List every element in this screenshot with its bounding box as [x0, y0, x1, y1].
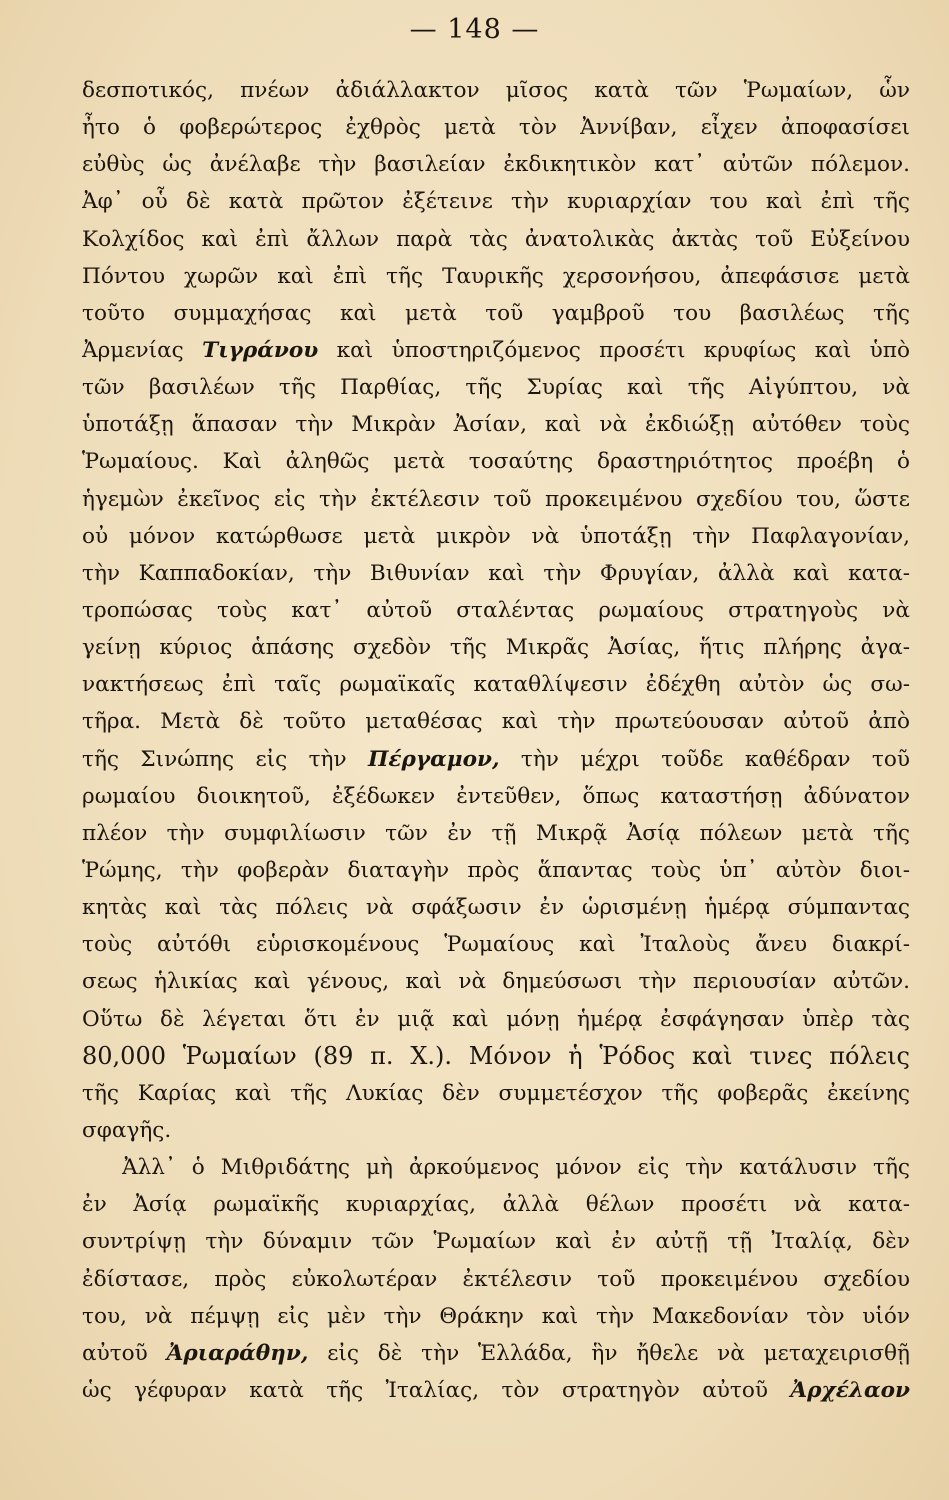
italic-name: Ἀρχέλαον	[790, 1377, 910, 1403]
body-text	[82, 72, 910, 1409]
text-segment: αὐτοῦ	[82, 1340, 167, 1366]
text-line: Ἀφ᾽ οὗ δὲ κατὰ πρῶτον ἐξέτεινε τὴν κυριαρχίαν του καὶ ἐπὶ τῆς	[82, 189, 910, 215]
text-segment: Ἀρμενίας	[82, 337, 203, 363]
text-segment: τὴν μέχρι τοῦδε καθέδραν τοῦ	[499, 746, 910, 772]
text-line: ὑποτάξῃ ἅπασαν τὴν Μικρὰν Ἀσίαν, καὶ νὰ ἐκδιώξῃ αὐτόθεν τοὺς	[82, 412, 910, 438]
italic-name: Τιγράνου	[202, 337, 319, 363]
text-line: 80,000 Ῥωμαίων (89 π. Χ.). Μόνον ἡ Ῥόδος καὶ τινες πόλεις	[82, 1041, 910, 1070]
text-line	[82, 332, 910, 369]
text-line: ἦτο ὁ φοβερώτερος ἐχθρὸς μετὰ τὸν Ἀννίβαν, εἶχεν ἀποφασίσει	[82, 115, 910, 141]
text-segment: καὶ ὑποστηριζόμενος προσέτι κρυφίως καὶ ὑπὸ	[318, 337, 910, 363]
text-line	[82, 1335, 910, 1372]
text-line: οὐ μόνον κατώρθωσε μετὰ μικρὸν νὰ ὑποτάξῃ τὴν Παφλαγονίαν,	[82, 523, 910, 549]
text-line: κητὰς καὶ τὰς πόλεις νὰ σφάξωσιν ἐν ὡρισμένῃ ἡμέρᾳ σύμπαντας	[82, 895, 910, 921]
text-line: τὴν Καππαδοκίαν, τὴν Βιθυνίαν καὶ τὴν Φρυγίαν, ἀλλὰ καὶ κατα-	[82, 560, 910, 586]
text-line: Ῥώμης, τὴν φοβερὰν διαταγὴν πρὸς ἅπαντας τοὺς ὑπ᾽ αὐτὸν διοι-	[82, 857, 910, 883]
text-line: Οὕτω δὲ λέγεται ὅτι ἐν μιᾷ καὶ μόνῃ ἡμέρᾳ ἐσφάγησαν ὑπὲρ τὰς	[82, 1006, 910, 1032]
text-line: τοῦτο συμμαχήσας καὶ μετὰ τοῦ γαμβροῦ του βασιλέως τῆς	[82, 300, 910, 326]
page-number: — 148 —	[409, 14, 540, 45]
text-line: τῶν βασιλέων τῆς Παρθίας, τῆς Συρίας καὶ τῆς Αἰγύπτου, νὰ	[82, 375, 910, 401]
text-line: Κολχίδος καὶ ἐπὶ ἄλλων παρὰ τὰς ἀνατολικὰς ἀκτὰς τοῦ Εὐξείνου	[82, 226, 910, 252]
text-line: εὐθὺς ὡς ἀνέλαβε τὴν βασιλείαν ἐκδικητικὸν κατ᾽ αὐτῶν πόλεμον.	[82, 152, 910, 178]
text-segment: τῆς Σινώπης εἰς τὴν	[82, 746, 369, 772]
text-segment: ὡς γέφυραν κατὰ τῆς Ἰταλίας, τὸν στρατηγὸν αὐτοῦ	[82, 1377, 791, 1403]
text-line: τοὺς αὐτόθι εὑρισκομένους Ῥωμαίους καὶ Ἰταλοὺς ἄνευ διακρί-	[82, 932, 910, 958]
text-line: τῆς Καρίας καὶ τῆς Λυκίας δὲν συμμετέσχον τῆς φοβερᾶς ἐκείνης	[82, 1080, 910, 1106]
text-line: τροπώσας τοὺς κατ᾽ αὐτοῦ σταλέντας ρωμαίους στρατηγοὺς νὰ	[82, 597, 910, 623]
text-line: Πόντου χωρῶν καὶ ἐπὶ τῆς Ταυρικῆς χερσονήσου, ἀπεφάσισε μετὰ	[82, 263, 910, 289]
text-line: του, νὰ πέμψῃ εἰς μὲν τὴν Θράκην καὶ τὴν Μακεδονίαν τὸν υἱόν	[82, 1303, 910, 1329]
text-line: ἐν Ἀσίᾳ ρωμαϊκῆς κυριαρχίας, ἀλλὰ θέλων προσέτι νὰ κατα-	[82, 1192, 910, 1218]
text-line: πλέον τὴν συμφιλίωσιν τῶν ἐν τῇ Μικρᾷ Ἀσίᾳ πόλεων μετὰ τῆς	[82, 820, 910, 846]
text-line	[82, 1372, 910, 1409]
text-line: σφαγῆς.	[82, 1117, 172, 1143]
text-line: Ῥωμαίους. Καὶ ἀληθῶς μετὰ τοσαύτης δραστηριότητος προέβη ὁ	[82, 449, 910, 475]
text-line: γείνῃ κύριος ἁπάσης σχεδὸν τῆς Μικρᾶς Ἀσίας, ἥτις πλήρης ἀγα-	[82, 635, 910, 661]
text-line: συντρίψῃ τὴν δύναμιν τῶν Ῥωμαίων καὶ ἐν αὐτῇ τῇ Ἰταλίᾳ, δὲν	[82, 1229, 910, 1255]
text-line: ἐδίστασε, πρὸς εὐκολωτέραν ἐκτέλεσιν τοῦ προκειμένου σχεδίου	[82, 1266, 910, 1292]
text-segment: εἰς δὲ τὴν Ἑλλάδα, ἣν ἤθελε νὰ μεταχειρισθῇ	[308, 1340, 910, 1366]
italic-name: Πέργαμον,	[368, 746, 500, 772]
text-line: ἡγεμὼν ἐκεῖνος εἰς τὴν ἐκτέλεσιν τοῦ προκειμένου σχεδίου του, ὥστε	[82, 486, 910, 512]
text-line: τῆρα. Μετὰ δὲ τοῦτο μεταθέσας καὶ τὴν πρωτεύουσαν αὐτοῦ ἀπὸ	[82, 709, 910, 735]
text-line: ρωμαίου διοικητοῦ, ἐξέδωκεν ἐντεῦθεν, ὅπως καταστήσῃ ἀδύνατον	[82, 783, 910, 809]
text-line	[82, 741, 910, 778]
italic-name: Ἀριαράθην,	[166, 1340, 309, 1366]
text-line: δεσποτικός, πνέων ἀδιάλλακτον μῖσος κατὰ τῶν Ῥωμαίων, ὧν	[82, 78, 910, 103]
text-line: σεως ἡλικίας καὶ γένους, καὶ νὰ δημεύσωσι τὴν περιουσίαν αὐτῶν.	[82, 969, 910, 995]
text-line: Ἀλλ᾽ ὁ Μιθριδάτης μὴ ἀρκούμενος μόνον εἰς τὴν κατάλυσιν τῆς	[122, 1155, 910, 1181]
text-line: νακτήσεως ἐπὶ ταῖς ρωμαϊκαῖς καταθλίψεσιν ἐδέχθη αὐτὸν ὡς σω-	[82, 672, 910, 698]
